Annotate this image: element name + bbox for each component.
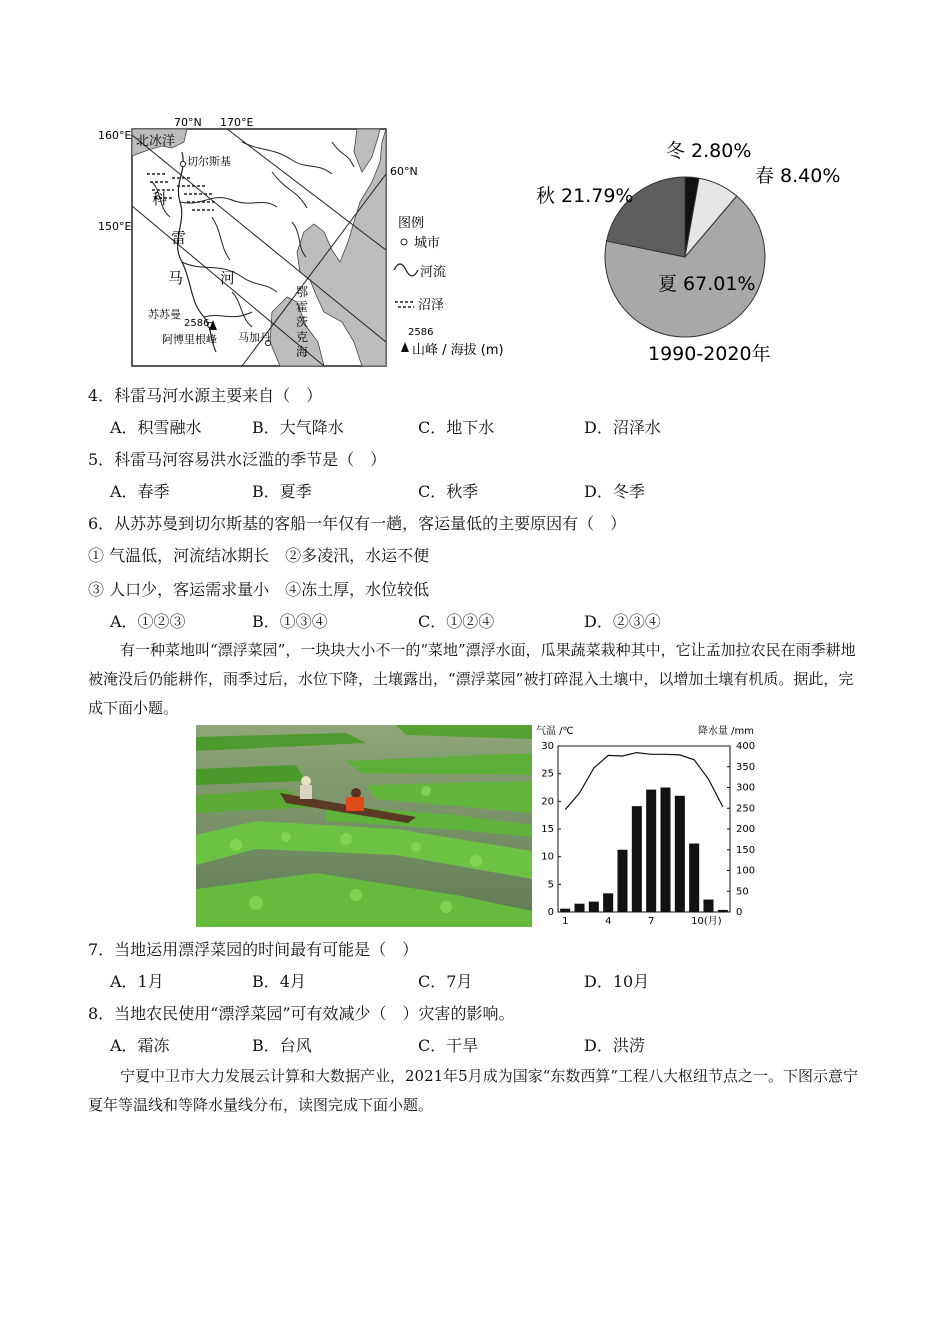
- q6-statement-line-1: ① 气温低，河流结冰期长 ②多凌汛，水运不便: [88, 546, 430, 565]
- lat-60-label: 60°N: [390, 165, 418, 178]
- svg-text:霍: 霍: [296, 300, 309, 314]
- pie-label-summer: 夏 67.01%: [658, 273, 756, 295]
- legend-river: 河流: [420, 265, 447, 280]
- pie-caption: 1990-2020年: [648, 343, 771, 365]
- precip-bar-month-5: [617, 850, 627, 912]
- precip-tick-label: 300: [736, 782, 756, 794]
- question-7-stem: 7．当地运用漂浮菜园的时间最有可能是（ ）: [88, 940, 419, 959]
- q6-option-c[interactable]: C．①②④: [418, 612, 495, 631]
- q8-option-d[interactable]: D．洪涝: [584, 1036, 645, 1055]
- river-legend-icon: [394, 264, 418, 276]
- legend-city: 城市: [414, 236, 441, 251]
- q4-option-c[interactable]: C．地下水: [418, 418, 495, 437]
- q8-option-b[interactable]: B．台风: [252, 1036, 312, 1055]
- temp-tick-label: 10: [541, 851, 554, 863]
- month-tick-label: 7: [648, 916, 655, 927]
- precip-bar-month-6: [632, 806, 642, 912]
- floating-garden-photo: [196, 725, 532, 927]
- precip-bar-month-10: [689, 844, 699, 912]
- precip-bar-month-12: [718, 910, 728, 912]
- temp-tick-label: 0: [547, 907, 554, 918]
- q4-option-a[interactable]: A．积雪融水: [110, 418, 202, 437]
- peak-legend-icon: [401, 342, 409, 352]
- okhotsk-sea-label: [296, 285, 308, 359]
- q5-option-a[interactable]: A．春季: [110, 482, 170, 501]
- legend-swamp: 沼泽: [418, 298, 445, 313]
- precip-tick-label: 0: [736, 907, 743, 918]
- lon-160-label: 160°E: [98, 129, 132, 142]
- precip-tick-label: 200: [736, 824, 756, 835]
- q4-option-b[interactable]: B．大气降水: [252, 418, 344, 437]
- precip-tick-label: 150: [736, 844, 756, 856]
- magadan-label: 马加丹: [238, 331, 271, 344]
- q7-option-a[interactable]: A．1月: [110, 972, 164, 991]
- pie-label-spring: 春 8.40%: [755, 165, 841, 187]
- svg-text:茨: 茨: [296, 315, 309, 329]
- lat-70-label: 70°N: [174, 116, 202, 129]
- month-tick-label: 10(月): [691, 916, 722, 927]
- precip-bar-month-9: [675, 796, 685, 912]
- q6-statement-line-2: ③ 人口少，客运需求量小 ④冻土厚，水位较低: [88, 580, 430, 599]
- temp-tick-label: 20: [541, 796, 554, 808]
- precip-bar-month-2: [574, 904, 584, 912]
- precip-tick-label: 350: [736, 761, 756, 773]
- precip-axis-title: 降水量 /mm: [698, 726, 755, 737]
- peak-elev-label: 2586: [184, 318, 210, 329]
- temp-axis-title: 气温 /℃: [536, 726, 574, 737]
- pie-label-winter: 冬 2.80%: [666, 140, 752, 162]
- month-tick-label: 4: [605, 916, 612, 927]
- question-8-stem: 8．当地农民使用“漂浮菜园”可有效减少（ ）灾害的影响。: [88, 1004, 515, 1023]
- q6-option-b[interactable]: B．①③④: [252, 612, 328, 631]
- q4-option-d[interactable]: D．沼泽水: [584, 418, 661, 437]
- q7-option-d[interactable]: D．10月: [584, 972, 650, 991]
- q5-option-c[interactable]: C．秋季: [418, 482, 479, 501]
- floating-garden-passage: 有一种菜地叫“漂浮菜园”，一块块大小不一的“菜地”漂浮水面，瓜果蔬菜栽种其中，它让孟加拉农民在雨季耕地被淹没后仍能耕作，雨季过后，水位下降，土壤露出，“漂浮菜园”被打碎混入土壤中，以增加土壤有机质。据此，完成下面小题。: [88, 641, 856, 717]
- precip-tick-label: 400: [736, 741, 756, 752]
- river-label-1: 科: [152, 190, 168, 208]
- question-4-stem: 4．科雷马河水源主要来自（ ）: [88, 386, 323, 405]
- abyrabyt-label: 阿博里根峰: [162, 333, 217, 346]
- susuman-label: 苏苏曼: [148, 308, 181, 321]
- chersky-label: 切尔斯基: [187, 155, 231, 168]
- legend-peak: 山峰 / 海拔 (m): [412, 343, 504, 358]
- river-label-3: 马: [168, 269, 184, 287]
- q7-option-b[interactable]: B．4月: [252, 972, 306, 991]
- pie-label-autumn: 秋 21.79%: [536, 185, 634, 207]
- temp-tick-label: 15: [541, 824, 554, 835]
- river-label-4: 河: [220, 269, 236, 287]
- precip-tick-label: 100: [736, 865, 756, 877]
- season-pie-chart: [530, 122, 870, 372]
- month-tick-label: 1: [562, 916, 569, 927]
- temp-tick-label: 25: [541, 768, 554, 780]
- ningxia-passage: 宁夏中卫市大力发展云计算和大数据产业，2021年5月成为国家“东数西算”工程八大枢纽节点之一。下图示意宁夏年等温线和等降水量线分布，读图完成下面小题。: [88, 1067, 859, 1114]
- river-label-2: 雷: [171, 229, 187, 247]
- q5-option-b[interactable]: B．夏季: [252, 482, 312, 501]
- q5-option-d[interactable]: D．冬季: [584, 482, 645, 501]
- q6-option-d[interactable]: D．②③④: [584, 612, 661, 631]
- precip-tick-label: 250: [736, 803, 756, 815]
- q8-option-c[interactable]: C．干旱: [418, 1036, 479, 1055]
- svg-text:克: 克: [296, 330, 309, 344]
- temp-tick-label: 30: [541, 741, 554, 752]
- precip-bar-month-7: [646, 790, 656, 912]
- precip-bar-month-8: [660, 788, 670, 913]
- q6-option-a[interactable]: A．①②③: [110, 612, 186, 631]
- svg-text:海: 海: [296, 345, 309, 359]
- question-6-stem: 6．从苏苏曼到切尔斯基的客船一年仅有一趟，客运量低的主要原因有（ ）: [88, 514, 627, 533]
- lon-170-label: 170°E: [220, 116, 254, 129]
- climate-chart: [532, 722, 774, 930]
- svg-text:鄂: 鄂: [296, 285, 309, 299]
- precip-tick-label: 50: [736, 886, 749, 898]
- lon-150-label: 150°E: [98, 220, 132, 233]
- precip-bar-month-4: [603, 893, 613, 912]
- kolyma-river-map: [92, 112, 522, 372]
- temp-tick-label: 5: [547, 879, 554, 891]
- q8-option-a[interactable]: A．霜冻: [110, 1036, 170, 1055]
- q7-option-c[interactable]: C．7月: [418, 972, 473, 991]
- precip-bar-month-11: [703, 900, 713, 912]
- precip-bar-month-1: [560, 909, 570, 912]
- legend-title: 图例: [398, 216, 425, 231]
- swamp-legend-icon: [395, 302, 414, 307]
- arctic-ocean-label: 北冰洋: [136, 134, 176, 149]
- precip-bar-month-3: [589, 902, 599, 912]
- question-5-stem: 5．科雷马河容易洪水泛滥的季节是（ ）: [88, 450, 387, 469]
- map-legend: [394, 216, 504, 358]
- chersky-city-icon: [180, 161, 185, 166]
- legend-peak-elev: 2586: [408, 327, 434, 338]
